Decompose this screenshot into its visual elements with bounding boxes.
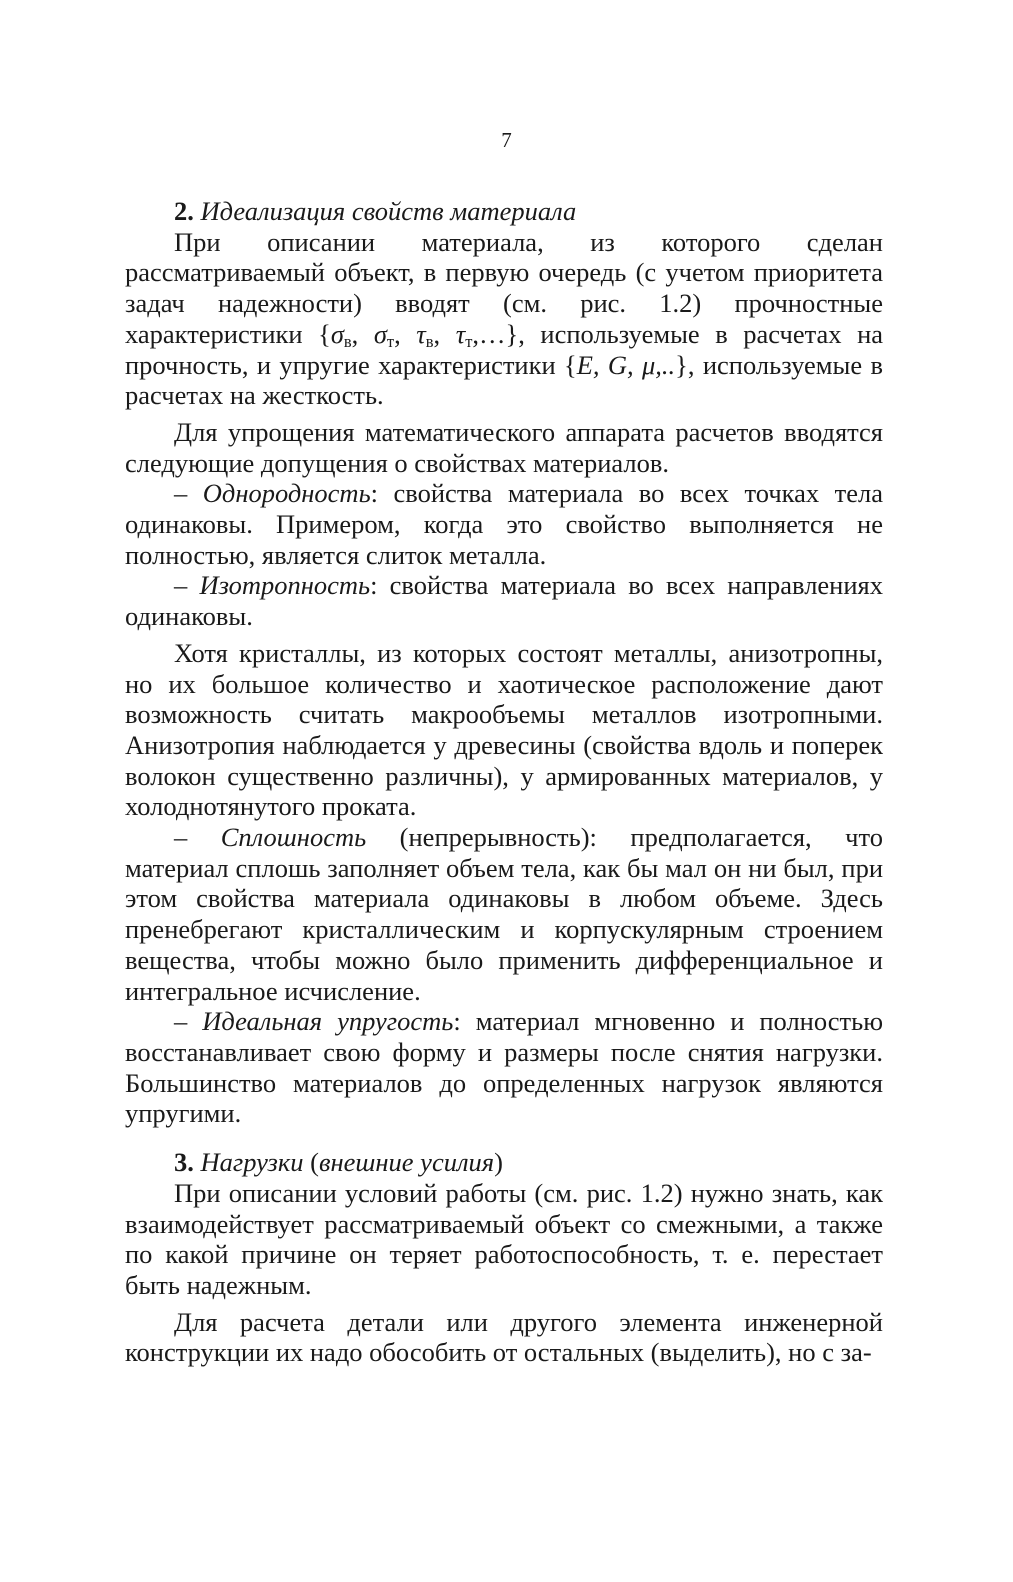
paragraph-continuity: – Сплошность (непрерывность): предполагается, что материал сплошь заполняет объем тела, как бы мал он ни был, при этом свойства материала одинаковы в любом объеме. Здесь пренебрегают кристаллическим и корпускулярным строением вещества, чтобы можно было применить дифференциальное и интегральное исчисление.	[125, 822, 883, 1006]
tau-t: $\tau_т$	[455, 318, 473, 351]
term-homogeneity: Однородность	[202, 478, 371, 509]
section-2-heading	[125, 196, 883, 227]
text-run: При описании материала, из которого сделан рассматриваемый объект, в первую очередь (с учетом приоритета задач надежности) вводят (см. рис. 1.2) прочностные характеристики {	[125, 226, 883, 349]
section-2-number: 2.	[174, 196, 194, 226]
page-body	[125, 196, 883, 1368]
section-3-title-external: внешние усилия	[318, 1147, 495, 1178]
section-2-title: Идеализация свойств материала	[200, 196, 577, 226]
section-3-title-loads: Нагрузки	[200, 1147, 304, 1178]
text-run: }, используемые в расчетах на жесткость.	[125, 349, 883, 411]
tau-b: $\tau_в$	[416, 318, 434, 351]
term-continuity: Сплошность	[220, 822, 367, 853]
paragraph-material-description: При описании материала, из которого сделан рассматриваемый объект, в первую очередь (с учетом приоритета задач надежности) вводят (см. рис. 1.2) прочностные характеристики {$\sigma_в$, $\sigma_т$, $\tau_в$, $\tau_т,\dots$}, используемые в расчетах на прочность, и упругие характеристики {E, G, μ,..}, используемые в расчетах на жесткость.	[125, 226, 884, 411]
section-3-heading: 3. Нагрузки (внешние усилия)	[174, 1147, 503, 1178]
page-number: 7	[501, 128, 512, 152]
term-ideal-elasticity: Идеальная упругость	[202, 1006, 454, 1037]
sigma-b: $\sigma_в$	[330, 318, 352, 351]
paragraph-part-calculation: Для расчета детали или другого элемента инженерной конструкции их надо обособить от остальных (выделить), но с за-	[125, 1306, 883, 1368]
paragraph-ideal-elasticity: – Идеальная упругость: материал мгновенно и полностью восстанавливает свою форму и размеры после снятия нагрузки. Большинство материалов до определенных нагрузок являются упругими.	[125, 1006, 883, 1129]
paragraph-working-conditions: При описании условий работы (см. рис. 1.2) нужно знать, как взаимодействует рассматриваемый объект со смежными, а также по какой причине он теряет работоспособность, т. е. перестает быть надежным.	[125, 1177, 883, 1300]
paragraph-isotropy: – Изотропность: свойства материала во всех направлениях одинаковы.	[125, 570, 883, 632]
term-isotropy: Изотропность	[199, 570, 371, 601]
sigma-t: $\sigma_т$	[373, 318, 395, 351]
elastic-characteristics: E, G, μ,..	[576, 349, 676, 380]
section-3-number: 3.	[174, 1147, 194, 1178]
paragraph-anisotropy: Хотя кристаллы, из которых состоят металлы, анизотропны, но их большое количество и хаотическое расположение дают возможность считать макрообъемы металлов изотропными. Анизотропия наблюдается у древесины (свойства вдоль и поперек волокон существенно различны), у армированных материалов, у холоднотянутого проката.	[125, 637, 883, 822]
paragraph-homogeneity: – Однородность: свойства материала во всех точках тела одинаковы. Примером, когда это свойство выполняется не полностью, является слиток металла.	[125, 478, 884, 570]
paragraph-assumptions-intro: Для упрощения математического аппарата расчетов вводятся следующие допущения о свойствах материалов.	[125, 416, 883, 478]
text-run: ,…}, используемые в расчетах на прочность, и упругие характеристики {	[125, 318, 884, 380]
